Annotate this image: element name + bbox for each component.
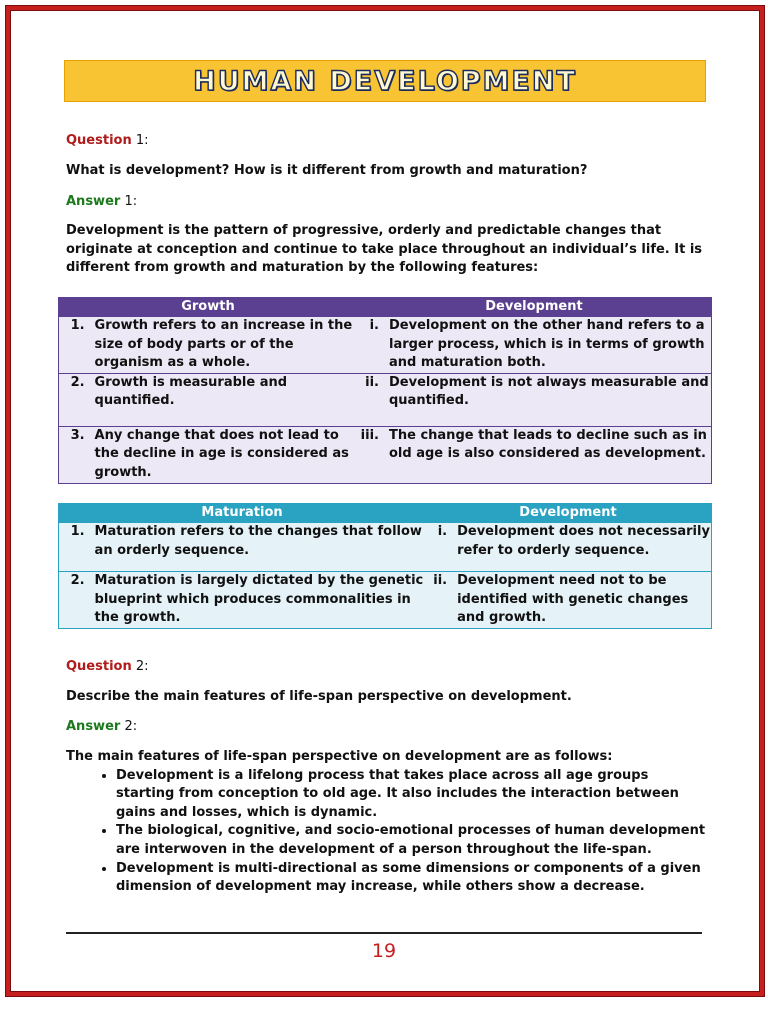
answer-1-heading — [66, 193, 706, 212]
title-banner — [64, 60, 706, 102]
answer-1-text: Development is the pattern of progressive, orderly and predictable changes that originate at conception and continue to take place throughout an individual’s life. It is different from growth and maturation by the following features: — [66, 223, 703, 276]
question-1-heading — [66, 132, 706, 151]
development-cell: The change that leads to decline such as in old age is also considered as development. — [389, 426, 712, 483]
answer-label: Answer — [66, 719, 121, 734]
table-row — [59, 426, 712, 483]
question-number: 1: — [135, 133, 149, 148]
row-numeral: iii. — [357, 426, 389, 483]
row-numeral: i. — [357, 317, 389, 374]
row-number: 2. — [59, 572, 95, 629]
table-header-row — [59, 298, 712, 317]
question-2-text: Describe the main features of life-span perspective on development. — [66, 689, 572, 704]
footer-rule — [66, 932, 702, 934]
development-cell: Development is not always measurable and quantified. — [389, 373, 712, 426]
answer-label: Answer — [66, 194, 121, 209]
development-cell: Development need not to be identified with genetic changes and growth. — [457, 572, 711, 629]
row-numeral: i. — [425, 523, 457, 572]
page-title: HUMAN DEVELOPMENT — [193, 65, 577, 97]
answer-2-intro: The main features of life-span perspective on development are as follows: — [66, 749, 613, 764]
question-label: Question — [66, 659, 132, 674]
table-header-development: Development — [425, 504, 711, 523]
list-item: • Development is multi-directional as some dimensions or components of a given dimension of development may increase, while others show a decrease. — [116, 860, 706, 897]
table-row — [59, 317, 712, 374]
question-1-text: What is development? How is it different from growth and maturation? — [66, 163, 588, 178]
row-number: 2. — [59, 373, 95, 426]
table-header-growth: Growth — [59, 298, 357, 317]
question-label: Question — [66, 133, 132, 148]
growth-cell: Growth is measurable and quantified. — [95, 373, 357, 426]
table-header-development: Development — [357, 298, 712, 317]
answer-number: 1: — [124, 194, 138, 209]
table-row — [59, 572, 712, 629]
table-row — [59, 373, 712, 426]
answer-2-body — [66, 748, 706, 897]
growth-development-table — [58, 297, 712, 484]
maturation-cell: Maturation refers to the changes that follow an orderly sequence. — [95, 523, 426, 572]
maturation-cell: Maturation is largely dictated by the genetic blueprint which produces commonalities in the growth. — [95, 572, 426, 629]
table-header-row — [59, 504, 712, 523]
row-number: 1. — [59, 523, 95, 572]
table-row — [59, 523, 712, 572]
list-item: • The biological, cognitive, and socio-emotional processes of human development are interwoven in the development of a person throughout the life-span. — [116, 822, 706, 859]
question-number: 2: — [135, 659, 149, 674]
growth-cell: Any change that does not lead to the decline in age is considered as growth. — [95, 426, 357, 483]
development-cell: Development does not necessarily refer to orderly sequence. — [457, 523, 711, 572]
answer-2-heading — [66, 718, 706, 737]
row-number: 3. — [59, 426, 95, 483]
answer-number: 2: — [124, 719, 138, 734]
list-item: • Development is a lifelong process that takes place across all age groups starting from conception to old age. It also includes the interaction between gains and losses, which is dynamic. — [116, 767, 706, 823]
row-number: 1. — [59, 317, 95, 374]
page-number: 19 — [371, 940, 397, 962]
maturation-development-table — [58, 503, 712, 629]
row-numeral: ii. — [425, 572, 457, 629]
development-cell: Development on the other hand refers to a larger process, which is in terms of growth and maturation both. — [389, 317, 712, 374]
growth-cell: Growth refers to an increase in the size of body parts or of the organism as a whole. — [95, 317, 357, 374]
row-numeral: ii. — [357, 373, 389, 426]
table-header-maturation: Maturation — [59, 504, 426, 523]
feature-list — [66, 767, 706, 897]
question-2-heading — [66, 658, 706, 677]
